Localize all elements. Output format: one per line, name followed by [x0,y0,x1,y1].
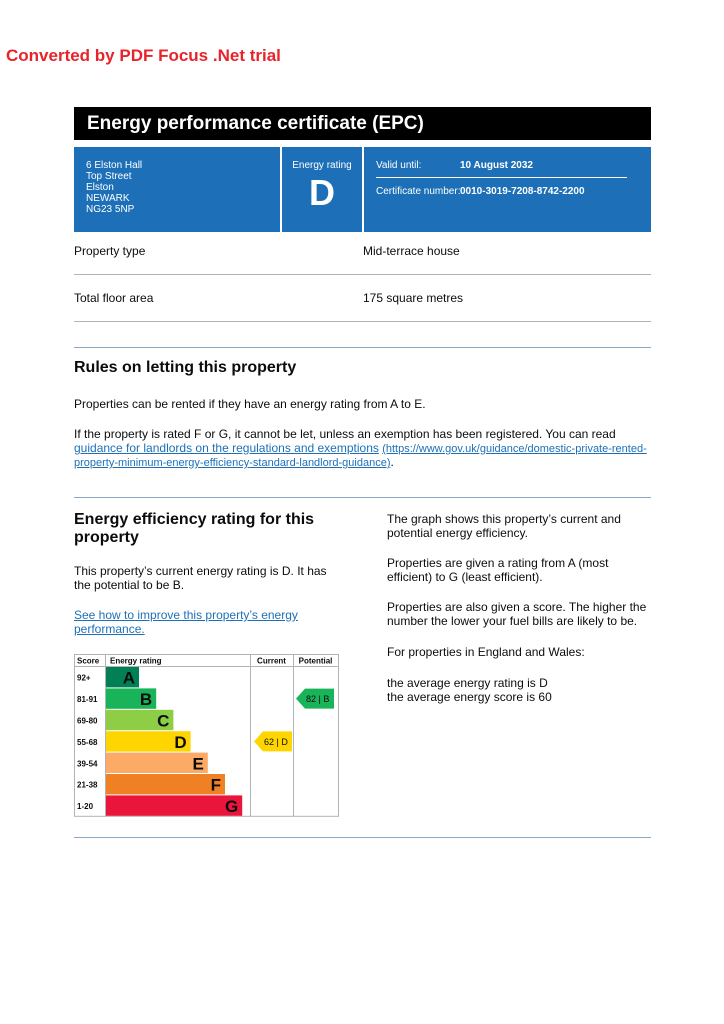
energy-rating-label: Energy rating [292,160,352,171]
band-bar-f [106,774,225,794]
trial-watermark: Converted by PDF Focus .Net trial [6,46,281,65]
potential-header: Potential [298,656,333,666]
divider [74,274,651,275]
guidance-url-link[interactable]: property-minimum-energy-efficiency-standard-landlord-guidance) [74,457,391,469]
band-score: 81-91 [77,695,98,705]
section-divider [74,347,651,348]
floor-area-label: Total floor area [74,291,154,305]
band-letter: C [157,711,170,731]
band-letter: G [224,797,239,817]
band-score: 55-68 [77,737,98,747]
divider [376,177,627,178]
band-score: 39-54 [77,759,98,769]
text-line: number the lower your fuel bills are likely to be. [387,614,638,628]
valid-until-value: 10 August 2032 [460,160,533,171]
current-rating-line: the potential to be B. [74,578,185,592]
text-line: Properties are given a rating from A (most [387,556,609,570]
certificate-box [364,147,651,232]
address-line: NG23 5NP [86,204,135,215]
guidance-url-link[interactable]: (https://www.gov.uk/guidance/domestic-private-rented- [382,443,647,455]
band-letter: F [210,775,221,795]
energy-rating-chart [74,654,340,818]
divider [74,321,651,322]
address-line: 6 Elston Hall [86,160,143,171]
guidance-link-line [74,441,647,456]
address-box [74,147,280,232]
current-header: Current [257,656,286,666]
address-line: Top Street [86,171,132,182]
improve-link[interactable]: performance. [74,622,145,636]
letting-heading: Rules on letting this property [74,359,297,376]
energy-rating-box [282,147,362,232]
text-line: the average energy score is 60 [387,690,552,704]
average-ratings [387,676,552,704]
efficiency-heading [74,511,314,547]
text-line: The graph shows this property’s current and [387,512,621,526]
band-letter: A [122,668,135,688]
score-explanation [387,600,646,628]
section-divider [74,837,651,838]
rating-explanation [387,556,608,584]
band-letter: D [174,732,187,752]
band-score: 92+ [77,673,91,683]
current-rating-line: This property’s current energy rating is D. It has [74,564,327,578]
band-score: 69-80 [77,716,98,726]
rating-header: Energy rating [110,656,162,666]
efficiency-heading-line: Energy efficiency rating for this [74,511,315,528]
certificate-number-label: Certificate number: [376,186,461,197]
link-end: . [390,455,394,469]
certificate-number-value: 0010-3019-7208-8742-2200 [460,186,585,197]
text-line: Properties are also given a score. The higher the [387,600,647,614]
band-letter: E [192,754,204,774]
letting-paragraph: Properties can be rented if they have an energy rating from A to E. [74,397,426,411]
improve-link-text [74,608,298,636]
band-letter: B [139,690,153,710]
score-header: Score [77,656,100,666]
guidance-link[interactable]: guidance for landlords on the regulations and exemptions [74,441,379,455]
efficiency-heading-line: property [74,529,139,546]
potential-rating-label: 82 | B [306,694,330,705]
page-title: Energy performance certificate (EPC) [74,107,651,140]
section-divider [74,497,651,498]
property-type-label: Property type [74,244,146,258]
guidance-link-line [74,455,394,470]
floor-area-value: 175 square metres [363,291,464,305]
improve-link[interactable]: See how to improve this property’s energy [74,608,298,622]
text-line: potential energy efficiency. [387,526,528,540]
letting-exemption-paragraph: If the property is rated F or G, it cannot be let, unless an exemption has been registered. You can read [74,427,616,441]
energy-rating-letter: D [309,172,335,213]
band-score: 1-20 [77,802,94,812]
text-line: the average energy rating is D [387,676,548,690]
current-rating-text [74,564,327,592]
band-score: 21-38 [77,780,98,790]
property-type-value: Mid-terrace house [363,244,460,258]
graph-explanation [387,512,621,540]
text-line: efficient) to G (least efficient). [387,570,543,584]
band-bar-g [106,795,242,815]
address-line: NEWARK [86,193,130,204]
current-rating-label: 62 | D [264,736,288,747]
region-note: For properties in England and Wales: [387,645,585,659]
address-line: Elston [86,182,114,193]
valid-until-label: Valid until: [376,160,422,171]
